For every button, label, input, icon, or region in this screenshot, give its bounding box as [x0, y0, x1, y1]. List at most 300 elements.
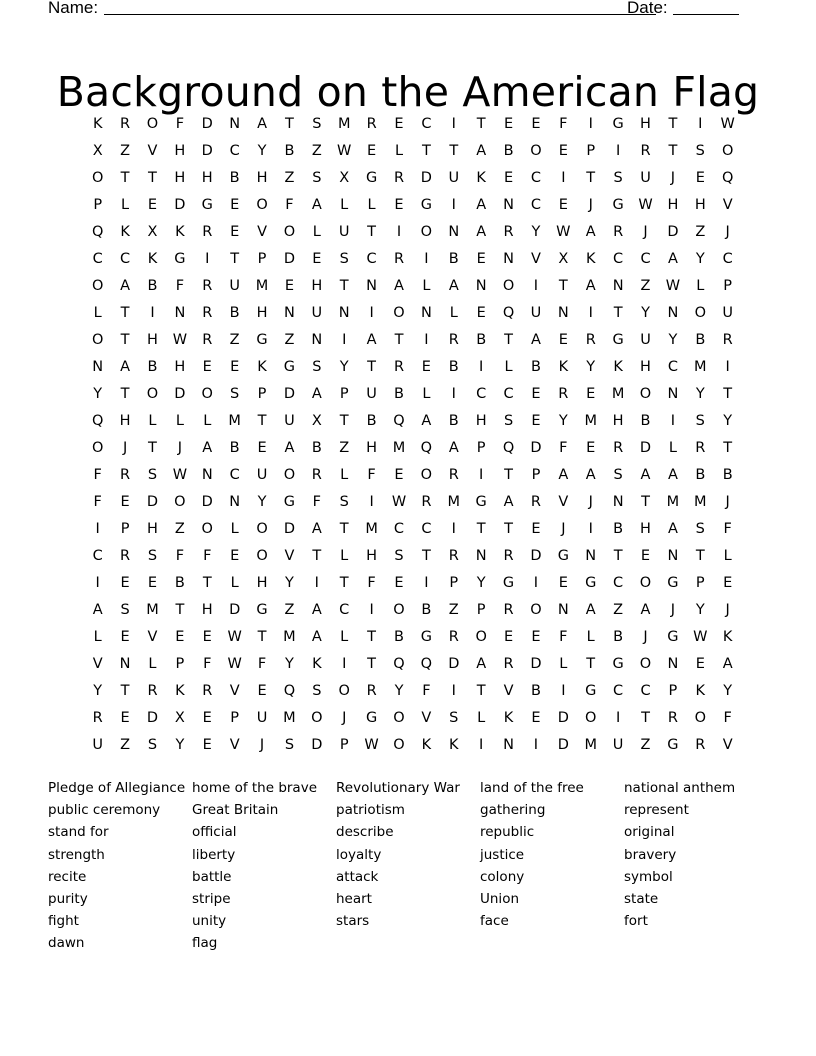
grid-letter[interactable]: V: [257, 224, 267, 240]
grid-letter[interactable]: M: [584, 737, 597, 753]
grid-letter[interactable]: I: [479, 737, 484, 753]
grid-letter[interactable]: Y: [175, 737, 185, 753]
grid-letter[interactable]: R: [202, 278, 213, 294]
grid-letter[interactable]: F: [367, 467, 376, 483]
grid-letter[interactable]: G: [612, 332, 624, 348]
grid-letter[interactable]: T: [476, 521, 486, 537]
grid-letter[interactable]: F: [559, 116, 568, 132]
grid-letter[interactable]: F: [723, 710, 732, 726]
grid-letter[interactable]: O: [639, 656, 652, 672]
grid-letter[interactable]: R: [530, 494, 541, 510]
grid-letter[interactable]: L: [148, 656, 157, 672]
grid-letter[interactable]: T: [339, 413, 349, 429]
grid-letter[interactable]: R: [667, 710, 678, 726]
grid-letter[interactable]: N: [92, 359, 104, 375]
grid-letter[interactable]: W: [556, 224, 571, 240]
grid-letter[interactable]: B: [613, 521, 624, 537]
grid-letter[interactable]: P: [339, 737, 349, 753]
grid-letter[interactable]: R: [421, 494, 432, 510]
grid-letter[interactable]: A: [640, 467, 651, 483]
grid-letter[interactable]: N: [174, 305, 186, 321]
grid-letter[interactable]: N: [667, 656, 679, 672]
grid-letter[interactable]: E: [695, 170, 705, 186]
grid-letter[interactable]: I: [424, 332, 429, 348]
grid-letter[interactable]: T: [285, 116, 294, 132]
grid-letter[interactable]: N: [503, 251, 514, 267]
grid-letter[interactable]: I: [561, 170, 566, 186]
grid-letter[interactable]: C: [613, 251, 624, 267]
grid-letter[interactable]: I: [424, 251, 429, 267]
grid-letter[interactable]: S: [147, 737, 158, 753]
grid-letter[interactable]: D: [639, 440, 652, 456]
grid-letter[interactable]: F: [203, 656, 212, 672]
grid-letter[interactable]: D: [557, 710, 569, 726]
grid-letter[interactable]: J: [259, 737, 265, 753]
grid-letter[interactable]: N: [201, 467, 213, 483]
grid-letter[interactable]: B: [722, 467, 733, 483]
grid-letter[interactable]: M: [392, 440, 406, 456]
grid-letter[interactable]: Z: [174, 521, 185, 537]
grid-letter[interactable]: A: [120, 278, 131, 294]
grid-letter[interactable]: R: [393, 251, 405, 267]
grid-letter[interactable]: B: [147, 278, 158, 294]
grid-letter[interactable]: O: [256, 521, 268, 537]
grid-letter[interactable]: A: [421, 413, 432, 429]
grid-letter[interactable]: E: [586, 386, 596, 402]
grid-letter[interactable]: N: [667, 548, 679, 564]
grid-letter[interactable]: A: [585, 467, 596, 483]
grid-letter[interactable]: O: [201, 386, 213, 402]
grid-letter[interactable]: D: [530, 440, 542, 456]
grid-letter[interactable]: M: [611, 386, 625, 402]
grid-letter[interactable]: S: [695, 143, 705, 159]
grid-letter[interactable]: E: [230, 359, 240, 375]
grid-letter[interactable]: K: [421, 737, 432, 753]
grid-letter[interactable]: H: [256, 170, 268, 186]
grid-letter[interactable]: V: [147, 143, 158, 159]
grid-letter[interactable]: C: [530, 197, 541, 213]
grid-letter[interactable]: I: [150, 305, 155, 321]
grid-letter[interactable]: G: [420, 197, 432, 213]
grid-letter[interactable]: E: [394, 116, 404, 132]
grid-letter[interactable]: I: [451, 683, 456, 699]
grid-letter[interactable]: G: [667, 737, 679, 753]
grid-letter[interactable]: Z: [339, 440, 350, 456]
grid-letter[interactable]: L: [230, 521, 239, 537]
grid-letter[interactable]: U: [722, 305, 733, 321]
grid-letter[interactable]: T: [339, 278, 349, 294]
grid-letter[interactable]: N: [612, 278, 624, 294]
grid-letter[interactable]: F: [559, 440, 568, 456]
grid-letter[interactable]: D: [667, 224, 679, 240]
grid-letter[interactable]: E: [202, 629, 212, 645]
grid-letter[interactable]: L: [422, 278, 431, 294]
grid-letter[interactable]: M: [584, 413, 597, 429]
grid-letter[interactable]: D: [201, 116, 213, 132]
grid-letter[interactable]: C: [667, 359, 678, 375]
grid-letter[interactable]: K: [503, 710, 514, 726]
grid-letter[interactable]: S: [147, 548, 158, 564]
grid-letter[interactable]: D: [174, 386, 186, 402]
grid-letter[interactable]: T: [504, 332, 513, 348]
grid-letter[interactable]: T: [120, 305, 130, 321]
grid-letter[interactable]: A: [366, 332, 377, 348]
grid-letter[interactable]: C: [530, 170, 541, 186]
grid-letter[interactable]: Z: [448, 602, 459, 618]
grid-letter[interactable]: E: [558, 332, 568, 348]
grid-letter[interactable]: I: [725, 359, 730, 375]
grid-letter[interactable]: R: [393, 170, 405, 186]
grid-letter[interactable]: B: [394, 386, 404, 402]
grid-letter[interactable]: F: [175, 548, 185, 564]
grid-letter[interactable]: D: [283, 521, 296, 537]
grid-letter[interactable]: V: [558, 494, 569, 510]
grid-letter[interactable]: V: [284, 548, 295, 564]
grid-letter[interactable]: Q: [420, 440, 433, 456]
grid-letter[interactable]: Q: [91, 224, 104, 240]
grid-letter[interactable]: G: [256, 602, 268, 618]
grid-letter[interactable]: D: [146, 710, 159, 726]
grid-letter[interactable]: H: [174, 143, 186, 159]
grid-letter[interactable]: B: [394, 629, 404, 645]
grid-letter[interactable]: L: [203, 413, 212, 429]
grid-letter[interactable]: O: [91, 440, 104, 456]
grid-letter[interactable]: E: [723, 575, 733, 591]
grid-letter[interactable]: R: [503, 224, 514, 240]
grid-letter[interactable]: U: [92, 737, 103, 753]
grid-letter[interactable]: G: [365, 710, 378, 726]
grid-letter[interactable]: N: [585, 548, 597, 564]
grid-letter[interactable]: G: [667, 629, 679, 645]
grid-letter[interactable]: A: [585, 602, 596, 618]
grid-letter[interactable]: L: [696, 278, 705, 294]
grid-letter[interactable]: E: [586, 440, 596, 456]
grid-letter[interactable]: W: [693, 629, 708, 645]
grid-letter[interactable]: G: [174, 251, 186, 267]
grid-letter[interactable]: D: [201, 494, 213, 510]
grid-letter[interactable]: L: [449, 305, 458, 321]
grid-letter[interactable]: K: [257, 359, 267, 375]
grid-letter[interactable]: E: [230, 548, 240, 564]
grid-letter[interactable]: H: [147, 521, 158, 537]
grid-letter[interactable]: A: [448, 278, 459, 294]
grid-letter[interactable]: F: [257, 656, 267, 672]
grid-letter[interactable]: D: [557, 737, 569, 753]
grid-letter[interactable]: I: [588, 116, 593, 132]
grid-letter[interactable]: H: [201, 602, 213, 618]
grid-letter[interactable]: W: [720, 116, 735, 132]
grid-letter[interactable]: Y: [558, 413, 568, 429]
grid-letter[interactable]: R: [695, 440, 706, 456]
grid-letter[interactable]: T: [120, 386, 130, 402]
grid-letter[interactable]: A: [476, 143, 487, 159]
name-field-line[interactable]: [104, 14, 656, 15]
grid-letter[interactable]: A: [92, 602, 103, 618]
grid-letter[interactable]: O: [91, 278, 104, 294]
grid-letter[interactable]: E: [367, 143, 377, 159]
grid-letter[interactable]: C: [476, 386, 487, 402]
grid-letter[interactable]: R: [613, 224, 624, 240]
grid-letter[interactable]: T: [367, 359, 377, 375]
grid-letter[interactable]: O: [338, 683, 350, 699]
grid-letter[interactable]: O: [639, 575, 652, 591]
grid-letter[interactable]: E: [202, 359, 212, 375]
grid-letter[interactable]: D: [283, 251, 296, 267]
grid-letter[interactable]: E: [558, 143, 568, 159]
grid-letter[interactable]: E: [257, 683, 267, 699]
grid-letter[interactable]: C: [421, 116, 432, 132]
grid-letter[interactable]: T: [148, 440, 157, 456]
grid-letter[interactable]: H: [174, 359, 186, 375]
grid-letter[interactable]: X: [174, 710, 185, 726]
grid-letter[interactable]: T: [257, 629, 267, 645]
grid-letter[interactable]: P: [175, 656, 185, 672]
grid-letter[interactable]: A: [311, 197, 322, 213]
grid-letter[interactable]: H: [256, 305, 268, 321]
grid-letter[interactable]: R: [585, 332, 596, 348]
grid-letter[interactable]: Q: [393, 656, 405, 672]
grid-letter[interactable]: N: [667, 386, 679, 402]
grid-letter[interactable]: T: [312, 548, 322, 564]
grid-letter[interactable]: E: [230, 197, 240, 213]
grid-letter[interactable]: X: [92, 143, 103, 159]
grid-letter[interactable]: O: [174, 494, 186, 510]
grid-letter[interactable]: I: [615, 710, 621, 726]
grid-letter[interactable]: M: [283, 629, 296, 645]
grid-letter[interactable]: D: [201, 143, 213, 159]
grid-letter[interactable]: E: [531, 413, 541, 429]
grid-letter[interactable]: O: [393, 602, 405, 618]
grid-letter[interactable]: R: [448, 629, 459, 645]
grid-letter[interactable]: A: [311, 602, 322, 618]
grid-letter[interactable]: A: [476, 656, 487, 672]
grid-letter[interactable]: F: [175, 116, 185, 132]
grid-letter[interactable]: W: [172, 332, 188, 348]
grid-letter[interactable]: C: [229, 467, 240, 483]
grid-letter[interactable]: E: [120, 494, 130, 510]
grid-letter[interactable]: B: [448, 359, 459, 375]
grid-letter[interactable]: A: [311, 629, 322, 645]
grid-letter[interactable]: A: [476, 197, 487, 213]
grid-letter[interactable]: O: [530, 602, 542, 618]
grid-letter[interactable]: J: [342, 710, 347, 726]
grid-letter[interactable]: B: [530, 359, 541, 375]
grid-letter[interactable]: D: [530, 656, 542, 672]
grid-letter[interactable]: B: [448, 251, 459, 267]
grid-letter[interactable]: K: [175, 224, 185, 240]
grid-letter[interactable]: I: [369, 602, 374, 618]
grid-letter[interactable]: Z: [229, 332, 240, 348]
grid-letter[interactable]: B: [229, 170, 240, 186]
grid-letter[interactable]: R: [558, 386, 569, 402]
grid-letter[interactable]: K: [175, 683, 185, 699]
grid-letter[interactable]: E: [421, 359, 431, 375]
grid-letter[interactable]: U: [229, 278, 240, 294]
grid-letter[interactable]: T: [202, 575, 212, 591]
grid-letter[interactable]: V: [421, 710, 432, 726]
grid-letter[interactable]: O: [393, 305, 405, 321]
grid-letter[interactable]: Y: [668, 332, 678, 348]
grid-letter[interactable]: G: [283, 359, 296, 375]
grid-letter[interactable]: E: [531, 710, 541, 726]
grid-letter[interactable]: V: [229, 737, 240, 753]
grid-letter[interactable]: E: [394, 197, 404, 213]
grid-letter[interactable]: T: [695, 548, 705, 564]
grid-letter[interactable]: R: [722, 332, 733, 348]
grid-letter[interactable]: G: [585, 575, 597, 591]
grid-letter[interactable]: Z: [640, 737, 651, 753]
grid-letter[interactable]: N: [475, 278, 487, 294]
grid-letter[interactable]: F: [723, 521, 732, 537]
grid-letter[interactable]: R: [393, 359, 405, 375]
grid-letter[interactable]: H: [640, 116, 651, 132]
grid-letter[interactable]: Y: [723, 683, 733, 699]
grid-letter[interactable]: U: [530, 305, 542, 321]
grid-letter[interactable]: S: [339, 494, 349, 510]
grid-letter[interactable]: Q: [283, 683, 296, 699]
grid-letter[interactable]: T: [558, 278, 568, 294]
grid-letter[interactable]: U: [448, 170, 460, 186]
grid-letter[interactable]: A: [284, 440, 295, 456]
grid-letter[interactable]: Y: [257, 143, 267, 159]
grid-letter[interactable]: T: [723, 440, 733, 456]
grid-letter[interactable]: E: [503, 629, 514, 645]
grid-letter[interactable]: C: [366, 251, 377, 267]
grid-letter[interactable]: L: [340, 629, 349, 645]
grid-letter[interactable]: T: [175, 602, 185, 618]
grid-letter[interactable]: S: [120, 602, 130, 618]
grid-letter[interactable]: I: [698, 116, 703, 132]
grid-letter[interactable]: L: [394, 143, 404, 159]
grid-letter[interactable]: O: [585, 710, 597, 726]
grid-letter[interactable]: T: [586, 656, 596, 672]
grid-letter[interactable]: Y: [531, 224, 541, 240]
grid-letter[interactable]: O: [91, 170, 104, 186]
grid-letter[interactable]: V: [722, 737, 733, 753]
grid-letter[interactable]: R: [503, 548, 514, 564]
grid-letter[interactable]: L: [422, 386, 431, 402]
grid-letter[interactable]: X: [339, 170, 350, 186]
grid-letter[interactable]: R: [202, 224, 213, 240]
grid-letter[interactable]: R: [311, 467, 322, 483]
grid-letter[interactable]: W: [364, 737, 379, 753]
grid-letter[interactable]: Q: [393, 413, 405, 429]
grid-letter[interactable]: O: [311, 710, 323, 726]
grid-letter[interactable]: L: [586, 629, 595, 645]
grid-letter[interactable]: W: [638, 197, 653, 213]
grid-letter[interactable]: A: [667, 521, 678, 537]
grid-letter[interactable]: R: [92, 710, 103, 726]
grid-letter[interactable]: E: [695, 656, 705, 672]
grid-letter[interactable]: B: [366, 413, 377, 429]
grid-letter[interactable]: T: [641, 494, 650, 510]
grid-letter[interactable]: M: [365, 521, 378, 537]
grid-letter[interactable]: L: [340, 197, 349, 213]
grid-letter[interactable]: H: [612, 413, 624, 429]
grid-letter[interactable]: N: [557, 602, 569, 618]
grid-letter[interactable]: I: [369, 494, 374, 510]
grid-letter[interactable]: O: [694, 305, 706, 321]
grid-letter[interactable]: E: [503, 170, 514, 186]
grid-letter[interactable]: G: [283, 494, 296, 510]
grid-letter[interactable]: E: [257, 440, 267, 456]
grid-letter[interactable]: H: [174, 170, 186, 186]
grid-letter[interactable]: D: [283, 386, 296, 402]
grid-letter[interactable]: D: [530, 548, 542, 564]
grid-letter[interactable]: O: [256, 548, 268, 564]
grid-letter[interactable]: R: [448, 467, 459, 483]
grid-letter[interactable]: U: [256, 710, 268, 726]
grid-letter[interactable]: A: [667, 467, 678, 483]
grid-letter[interactable]: G: [612, 656, 624, 672]
grid-letter[interactable]: L: [367, 197, 376, 213]
grid-letter[interactable]: L: [723, 548, 732, 564]
grid-letter[interactable]: H: [201, 170, 213, 186]
grid-letter[interactable]: N: [366, 278, 378, 294]
grid-letter[interactable]: G: [420, 629, 432, 645]
grid-letter[interactable]: V: [503, 683, 514, 699]
grid-letter[interactable]: I: [451, 116, 456, 132]
grid-letter[interactable]: O: [420, 467, 433, 483]
grid-letter[interactable]: Q: [502, 440, 515, 456]
grid-letter[interactable]: I: [588, 305, 593, 321]
grid-letter[interactable]: U: [366, 386, 377, 402]
grid-letter[interactable]: F: [285, 197, 294, 213]
grid-letter[interactable]: N: [667, 305, 679, 321]
grid-letter[interactable]: P: [668, 683, 678, 699]
grid-letter[interactable]: C: [393, 521, 405, 537]
grid-letter[interactable]: T: [668, 116, 678, 132]
grid-letter[interactable]: Y: [641, 305, 650, 321]
grid-letter[interactable]: S: [312, 116, 322, 132]
grid-letter[interactable]: R: [613, 440, 624, 456]
grid-letter[interactable]: V: [530, 251, 541, 267]
grid-letter[interactable]: S: [312, 359, 322, 375]
grid-letter[interactable]: I: [424, 575, 429, 591]
grid-letter[interactable]: T: [421, 548, 431, 564]
grid-letter[interactable]: N: [475, 548, 487, 564]
grid-letter[interactable]: B: [448, 413, 459, 429]
grid-letter[interactable]: Y: [93, 386, 103, 402]
grid-letter[interactable]: T: [120, 170, 130, 186]
grid-letter[interactable]: F: [93, 494, 102, 510]
grid-letter[interactable]: S: [449, 710, 459, 726]
grid-letter[interactable]: E: [394, 467, 404, 483]
grid-letter[interactable]: M: [447, 494, 461, 510]
grid-letter[interactable]: T: [394, 332, 404, 348]
grid-letter[interactable]: R: [147, 683, 158, 699]
grid-letter[interactable]: X: [311, 413, 322, 429]
grid-letter[interactable]: A: [503, 494, 514, 510]
grid-letter[interactable]: R: [695, 737, 706, 753]
grid-letter[interactable]: I: [479, 359, 484, 375]
grid-letter[interactable]: M: [694, 494, 707, 510]
grid-letter[interactable]: B: [284, 143, 295, 159]
grid-letter[interactable]: V: [147, 629, 158, 645]
grid-letter[interactable]: I: [342, 656, 347, 672]
grid-letter[interactable]: H: [119, 413, 131, 429]
grid-letter[interactable]: T: [339, 575, 349, 591]
grid-letter[interactable]: B: [476, 332, 487, 348]
grid-letter[interactable]: B: [229, 305, 240, 321]
grid-letter[interactable]: P: [230, 710, 240, 726]
grid-letter[interactable]: Y: [394, 683, 404, 699]
grid-letter[interactable]: T: [120, 683, 130, 699]
grid-letter[interactable]: G: [201, 197, 213, 213]
grid-letter[interactable]: T: [476, 683, 486, 699]
grid-letter[interactable]: A: [257, 116, 267, 132]
grid-letter[interactable]: T: [120, 332, 130, 348]
